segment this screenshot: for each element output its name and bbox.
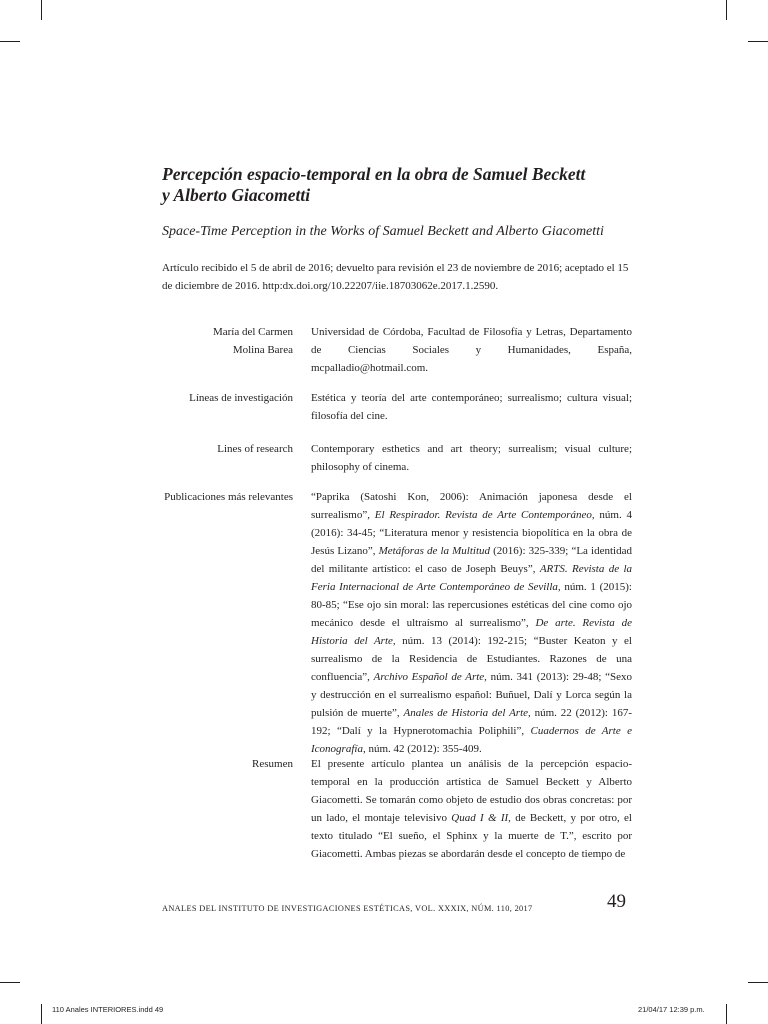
journal-footer: ANALES DEL INSTITUTO DE INVESTIGACIONES ESTÉTICAS, VOL. XXXIX, NÚM. 110, 2017 (162, 904, 533, 913)
page-number: 49 (607, 891, 626, 912)
print-slug-timestamp: 21/04/17 12:39 p.m. (638, 1005, 705, 1014)
lines-of-research-label: Lines of research (217, 443, 293, 455)
article-subtitle: Space-Time Perception in the Works of Samuel Beckett and Alberto Giacometti (162, 224, 604, 239)
print-slug-filename: 110 Anales INTERIORES.indd 49 (52, 1005, 164, 1014)
title-line-2: y Alberto Giacometti (162, 185, 311, 205)
received-dates: Artículo recibido el 5 de abril de 2016; devuelto para revisión el 23 de noviembre de 2016; aceptado el 15 de diciembre de 2016. http:dx.doi.org/10.22207/iie.18703062e.2017.1.2590. (162, 262, 629, 292)
article-title (162, 164, 632, 206)
research-lines-text: Estética y teoría del arte contemporáneo; surrealismo; cultura visual; filosofía del cine. (311, 392, 632, 422)
publications-text: “Paprika (Satoshi Kon, 2006): Animación japonesa desde el surrealismo”, El Respirador. Revista de Arte Contemporáneo, núm. 4 (2016): 34-45; “Literatura menor y resistencia biopolítica en la obra de Jesús Lizano”, Metáforas de la Multitud (2016): 325-339; “La identidad del militante artístico: el caso de Joseph Beuys”, ARTS. Revista de la Feria Internacional de Arte Contemporáneo de Sevilla, núm. 1 (2015): 80-85; “Ese ojo sin moral: las repercusiones estéticas del cine como ojo mecánico desde el ultraísmo al surrealismo”, De arte. Revista de Historia del Arte, núm. 13 (2014): 192-215; “Buster Keaton y el surrealismo de la Residencia de Estudiantes. Razones de una confluencia”, Archivo Español de Arte, núm. 341 (2013): 29-48; “Sexo y destrucción en el surrealismo español: Buñuel, Dalí y Lorca según la pulsión de muerte”, Anales de Historia del Arte, núm. 22 (2012): 167-192; “Dalí y la Hypnerotomachia Poliphili”, Cuadernos de Arte e Iconografía, núm. 42 (2012): 355-409. (311, 491, 633, 755)
abstract-text: El presente artículo plantea un análisis de la percepción espacio-temporal en la producción artística de Samuel Beckett y Alberto Giacometti. Se tomarán como objeto de estudio dos obras concretas: por un lado, el montaje televisivo Quad I & II, de Beckett, y por otro, el texto titulado “El sueño, el Sphinx y la muerte de T.”, escrito por Giacometti. Ambas piezas se abordarán desde el concepto de tiempo de (311, 758, 632, 860)
research-lines-label: Líneas de investigación (189, 392, 293, 404)
lines-of-research-text: Contemporary esthetics and art theory; surrealism; visual culture; philosophy of cinema. (311, 443, 632, 473)
publications-label: Publicaciones más relevantes (164, 491, 293, 503)
abstract-label: Resumen (252, 758, 293, 770)
author-name: María del Carmen Molina Barea (212, 326, 293, 356)
title-line-1: Percepción espacio-temporal en la obra de Samuel Beckett (162, 164, 586, 184)
author-affiliation: Universidad de Córdoba, Facultad de Filosofía y Letras, Departamento de Ciencias Sociales y Humanidades, España, mcpalladio@hotmail.com. (311, 326, 632, 374)
